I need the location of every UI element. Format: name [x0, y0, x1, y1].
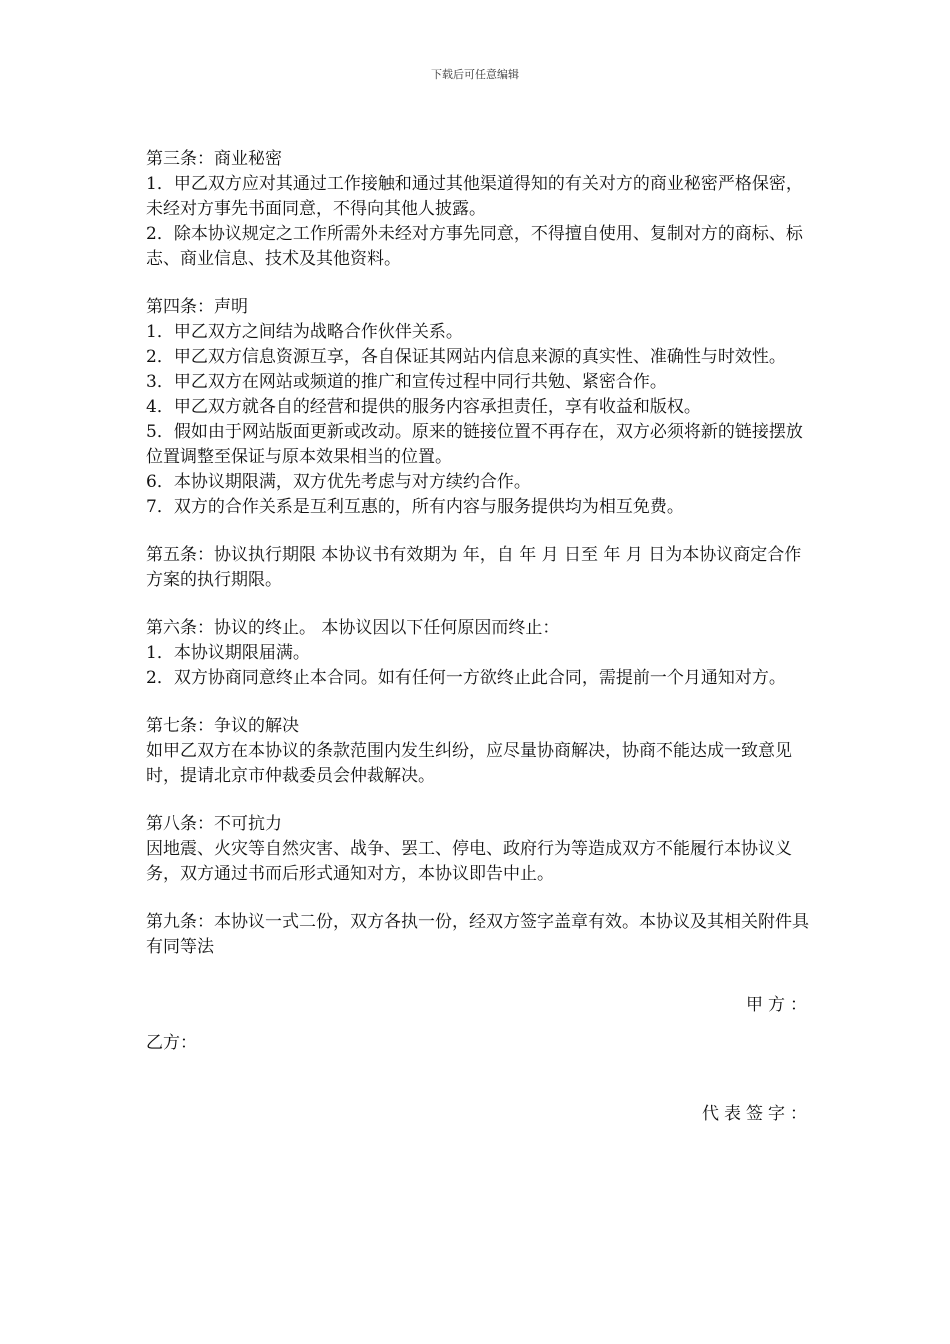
section-4-title: 第四条：声明: [146, 297, 248, 317]
section-6-item-1: 1．本协议期限届满。: [146, 643, 310, 663]
spacer: [146, 960, 812, 993]
section-4-item-3: 3．甲乙双方在网站或频道的推广和宣传过程中同行共勉、紧密合作。: [146, 372, 667, 392]
section-3-item-2: 2．除本协议规定之工作所需外未经对方事先同意，不得擅自使用、复制对方的商标、标志、商业信息、技术及其他资料。: [146, 224, 803, 269]
section-3-item-1: 1．甲乙双方应对其通过工作接触和通过其他渠道得知的有关对方的商业秘密严格保密，未经对方事先书面同意，不得向其他人披露。: [146, 174, 803, 219]
section-6-item-2: 2．双方协商同意终止本合同。如有任何一方欲终止此合同，需提前一个月通知对方。: [146, 668, 786, 688]
spacer: [146, 1056, 812, 1102]
party-a-signature-label: 甲方：: [746, 995, 812, 1015]
spacer: [146, 272, 812, 295]
spacer: [146, 520, 812, 543]
section-4-item-6: 6．本协议期限满，双方优先考虑与对方续约合作。: [146, 472, 531, 492]
spacer: [146, 1018, 812, 1031]
header-note: 下载后可任意编辑: [431, 68, 519, 81]
section-7-text: 如甲乙双方在本协议的条款范围内发生纠纷，应尽量协商解决，协商不能达成一致意见时，提请北京市仲裁委员会仲裁解决。: [146, 741, 792, 786]
section-9-text: 第九条：本协议一式二份，双方各执一份，经双方签字盖章有效。本协议及其相关附件具有同等法: [146, 912, 809, 957]
section-3-title: 第三条：商业秘密: [146, 149, 282, 169]
section-4-item-7: 7．双方的合作关系是互利互惠的，所有内容与服务提供均为相互免费。: [146, 497, 684, 517]
spacer: [146, 789, 812, 812]
agreement-body: [146, 147, 812, 1127]
section-4-item-2: 2．甲乙双方信息资源互享，各自保证其网站内信息来源的真实性、准确性与时效性。: [146, 347, 786, 367]
representative-signature-label: 代表签字：: [702, 1104, 812, 1124]
section-4-item-4: 4．甲乙双方就各自的经营和提供的服务内容承担责任，享有收益和版权。: [146, 397, 701, 417]
section-8-text: 因地震、火灾等自然灾害、战争、罢工、停电、政府行为等造成双方不能履行本协议义务，双方通过书而后形式通知对方，本协议即告中止。: [146, 839, 792, 884]
section-4-item-5: 5．假如由于网站版面更新或改动。原来的链接位置不再存在，双方必须将新的链接摆放位置调整至保证与原本效果相当的位置。: [146, 422, 803, 467]
section-5-text: 第五条：协议执行期限 本协议书有效期为 年，自 年 月 日至 年 月 日为本协议商定合作方案的执行期限。: [146, 545, 802, 590]
spacer: [146, 691, 812, 714]
spacer: [146, 887, 812, 910]
party-b-signature-label: 乙方：: [146, 1033, 197, 1053]
spacer: [146, 593, 812, 616]
section-7-title: 第七条：争议的解决: [146, 716, 299, 736]
section-8-title: 第八条：不可抗力: [146, 814, 282, 834]
section-6-title: 第六条：协议的终止。 本协议因以下任何原因而终止：: [146, 618, 560, 638]
section-4-item-1: 1．甲乙双方之间结为战略合作伙伴关系。: [146, 322, 463, 342]
